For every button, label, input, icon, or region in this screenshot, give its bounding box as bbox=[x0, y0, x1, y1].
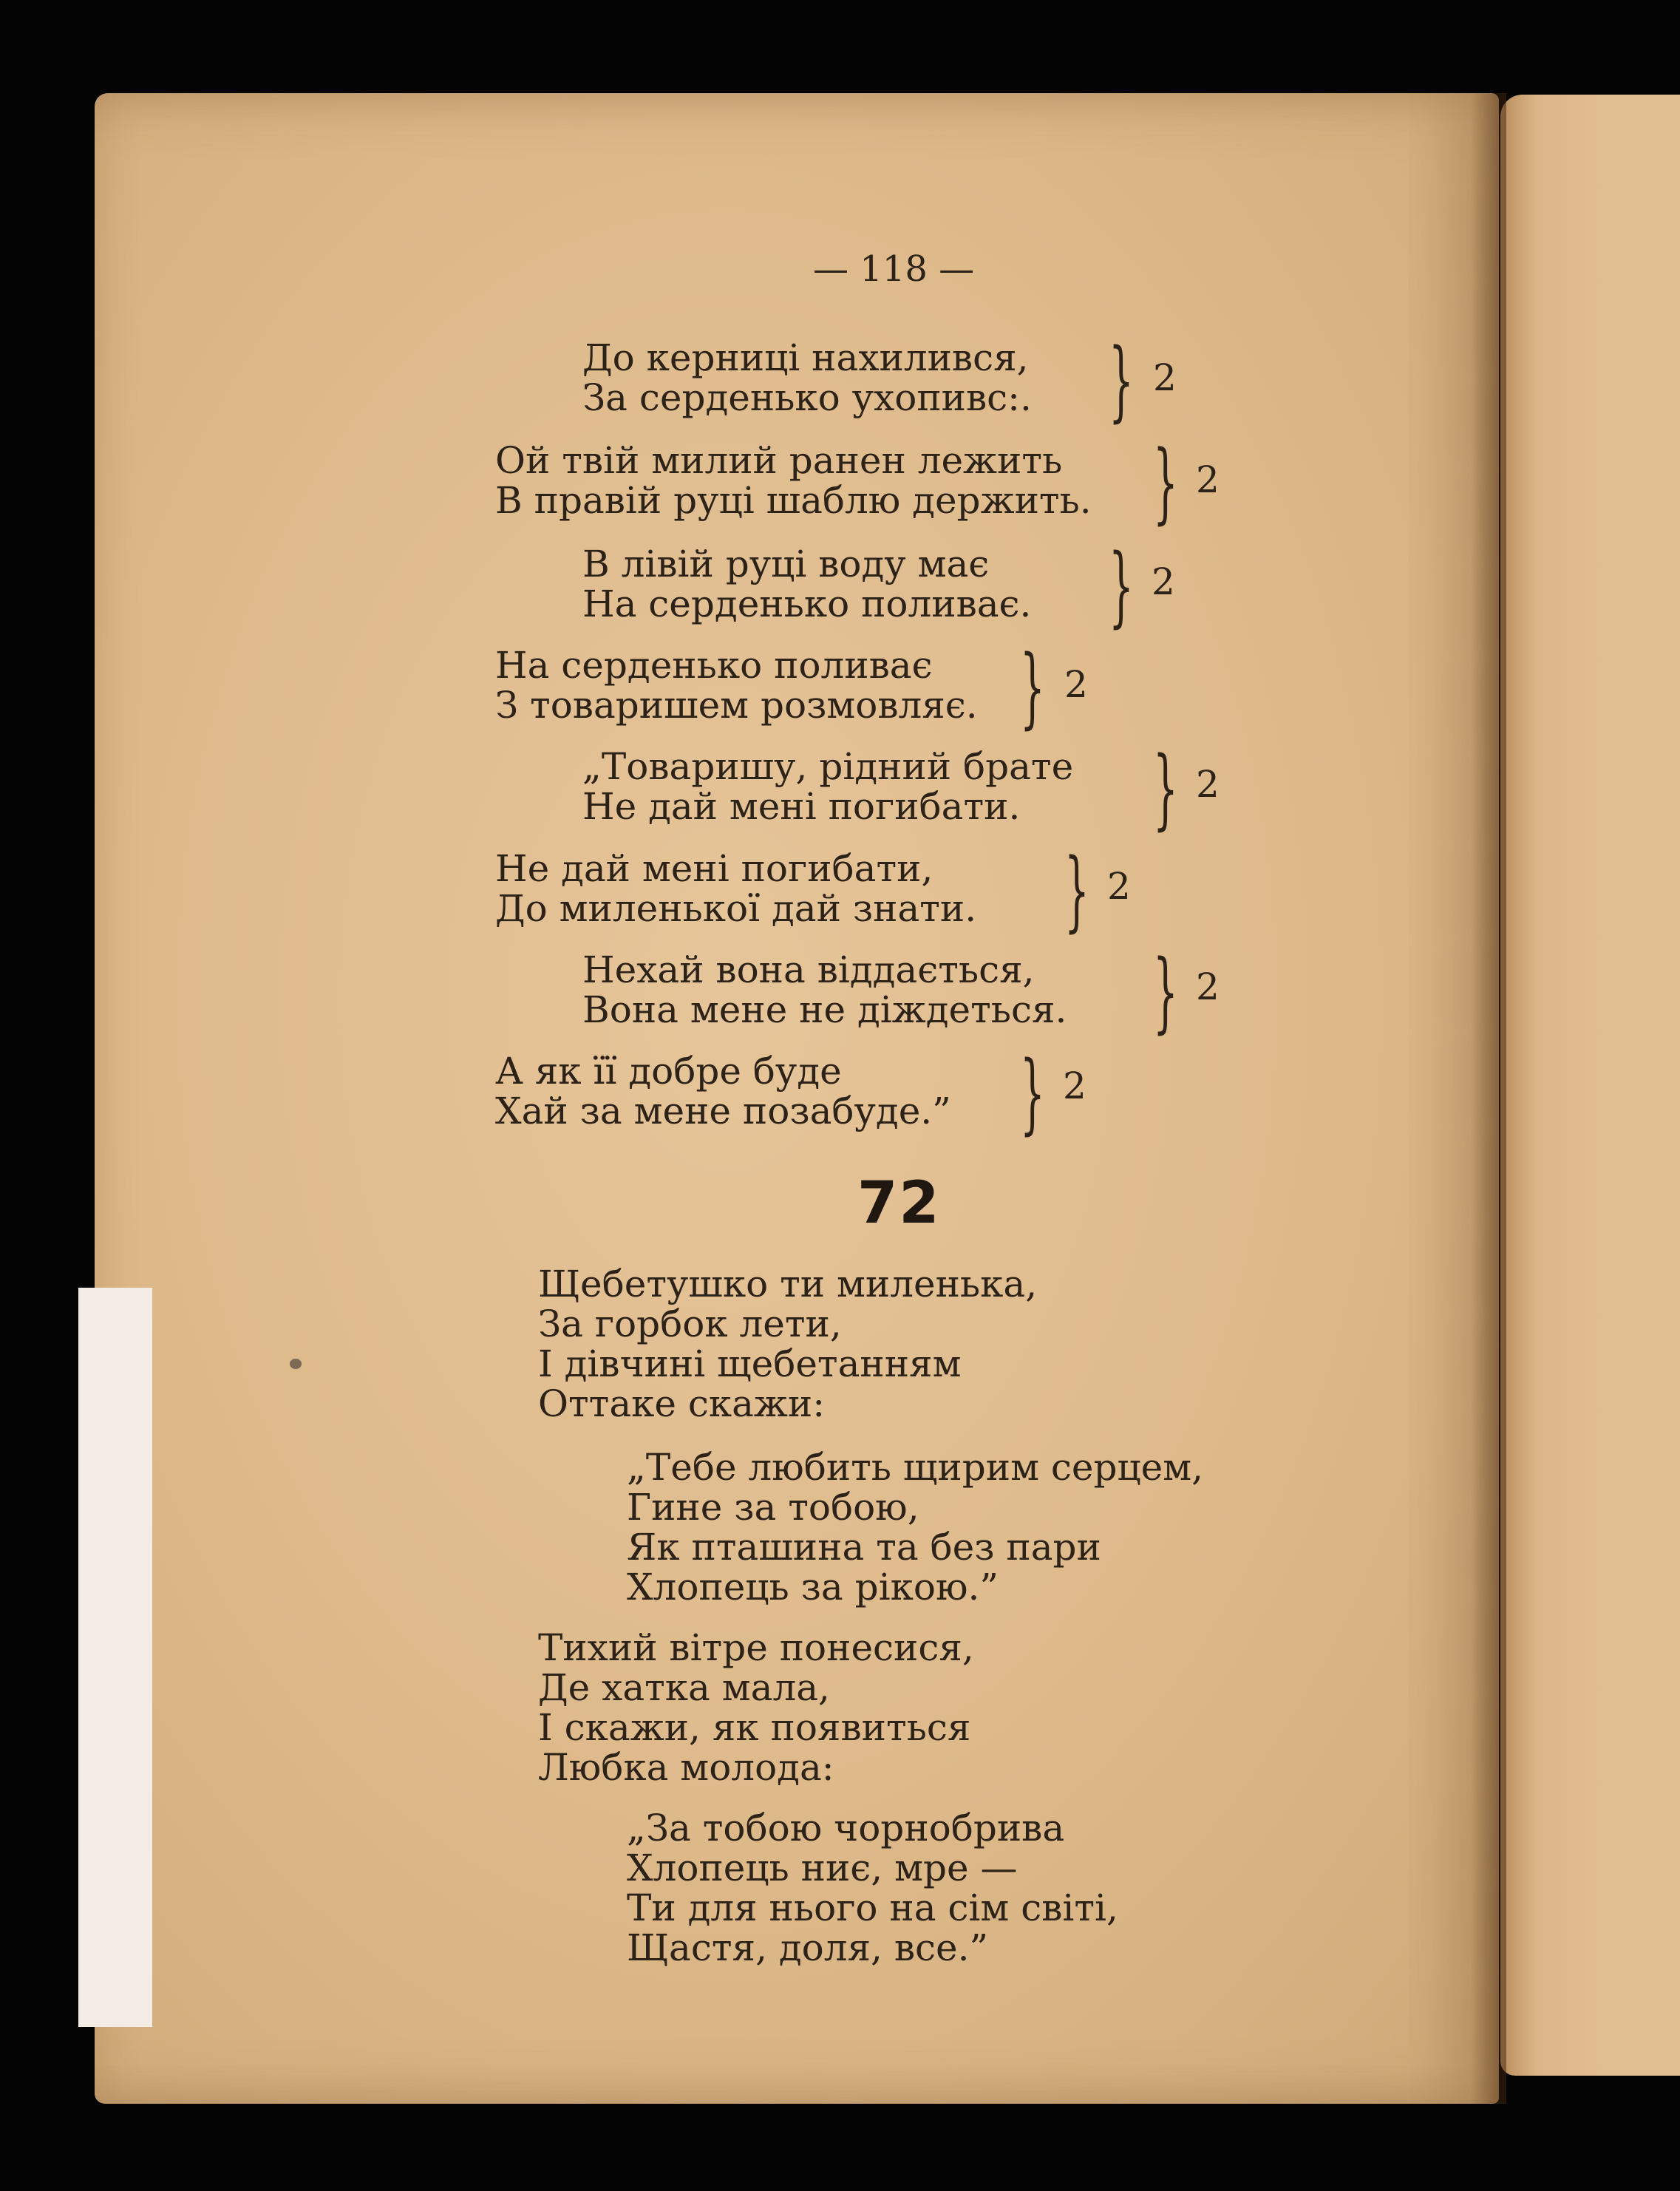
stanza-6-line-1: Не дай мені погибати, bbox=[495, 847, 933, 890]
poem-72-stanza-1-line-1: Щебетушко ти миленька, bbox=[538, 1263, 1038, 1305]
poem-72-stanza-4-line-1: „За тобою чорнобрива bbox=[627, 1807, 1065, 1849]
stanza-7-line-2: Вона мене не діждеться. bbox=[582, 988, 1067, 1031]
poem-72-stanza-3-line-2: Де хатка мала, bbox=[538, 1666, 830, 1709]
section-number: 72 bbox=[857, 1170, 941, 1237]
stanza-5-line-1: „Товаришу, рідний брате bbox=[582, 745, 1074, 788]
poem-72-stanza-3-line-3: І скажи, як появиться bbox=[538, 1706, 971, 1749]
next-page-edge bbox=[1500, 95, 1680, 2076]
stanza-5-repeat: 2 bbox=[1196, 763, 1220, 806]
paper-strip bbox=[78, 1288, 152, 2027]
repeat-brace: } bbox=[1020, 1042, 1045, 1144]
poem-72-stanza-4-line-4: Щастя, доля, все.” bbox=[627, 1926, 989, 1969]
stanza-2-line-2: В правій руці шаблю держить. bbox=[495, 479, 1092, 522]
stanza-8-line-1: А як її добре буде bbox=[495, 1050, 842, 1093]
stanza-8-line-2: Хай за мене позабуде.” bbox=[495, 1090, 951, 1132]
stanza-1-repeat: 2 bbox=[1153, 356, 1177, 399]
repeat-brace: } bbox=[1153, 431, 1178, 533]
stanza-1-line-2: За серденько ухопивс:. bbox=[582, 376, 1032, 419]
repeat-brace: } bbox=[1064, 839, 1089, 941]
repeat-brace: } bbox=[1153, 737, 1178, 839]
stanza-7-repeat: 2 bbox=[1196, 965, 1220, 1008]
stanza-4-line-2: З товаришем розмовляє. bbox=[495, 684, 978, 727]
stanza-3-line-2: На серденько поливає. bbox=[582, 582, 1032, 625]
stanza-3-line-1: В лівій руці воду має bbox=[582, 543, 990, 585]
stanza-6-line-2: До миленької дай знати. bbox=[495, 887, 977, 930]
poem-72-stanza-2-line-3: Як пташина та без пари bbox=[627, 1526, 1101, 1569]
stanza-6-repeat: 2 bbox=[1107, 865, 1131, 908]
poem-72-stanza-3-line-4: Любка молода: bbox=[538, 1746, 834, 1789]
repeat-brace: } bbox=[1153, 940, 1178, 1042]
poem-72-stanza-2-line-2: Гине за тобою, bbox=[627, 1486, 919, 1529]
repeat-brace: } bbox=[1109, 329, 1134, 431]
book-gutter bbox=[1471, 93, 1506, 2104]
poem-72-stanza-1-line-3: І дівчині щебетанням bbox=[538, 1342, 962, 1385]
stanza-3-repeat: 2 bbox=[1152, 560, 1175, 603]
stanza-8-repeat: 2 bbox=[1063, 1064, 1086, 1107]
repeat-brace: } bbox=[1020, 636, 1045, 738]
page-number: — 118 — bbox=[813, 248, 975, 290]
poem-72-stanza-4-line-2: Хлопець ниє, мре — bbox=[627, 1847, 1018, 1889]
poem-72-stanza-3-line-1: Тихий вітре понесися, bbox=[538, 1626, 974, 1669]
poem-72-stanza-1-line-2: За горбок лети, bbox=[538, 1302, 842, 1345]
stanza-1-line-1: До керниці нахилився, bbox=[582, 336, 1029, 379]
stanza-4-line-1: На серденько поливає bbox=[495, 644, 933, 687]
stanza-2-repeat: 2 bbox=[1196, 458, 1220, 501]
stanza-7-line-1: Нехай вона віддається, bbox=[582, 948, 1035, 991]
poem-72-stanza-4-line-3: Ти для нього на сім світі, bbox=[627, 1886, 1118, 1929]
ink-spot bbox=[290, 1359, 302, 1369]
poem-72-stanza-2-line-1: „Тебе любить щирим серцем, bbox=[627, 1446, 1203, 1489]
poem-72-stanza-2-line-4: Хлопець за рікою.” bbox=[627, 1566, 999, 1609]
repeat-brace: } bbox=[1109, 534, 1134, 636]
stanza-5-line-2: Не дай мені погибати. bbox=[582, 785, 1021, 828]
stanza-4-repeat: 2 bbox=[1064, 663, 1088, 706]
poem-72-stanza-1-line-4: Оттаке скажи: bbox=[538, 1382, 826, 1425]
stanza-2-line-1: Ой твій милий ранен лежить bbox=[495, 439, 1063, 482]
